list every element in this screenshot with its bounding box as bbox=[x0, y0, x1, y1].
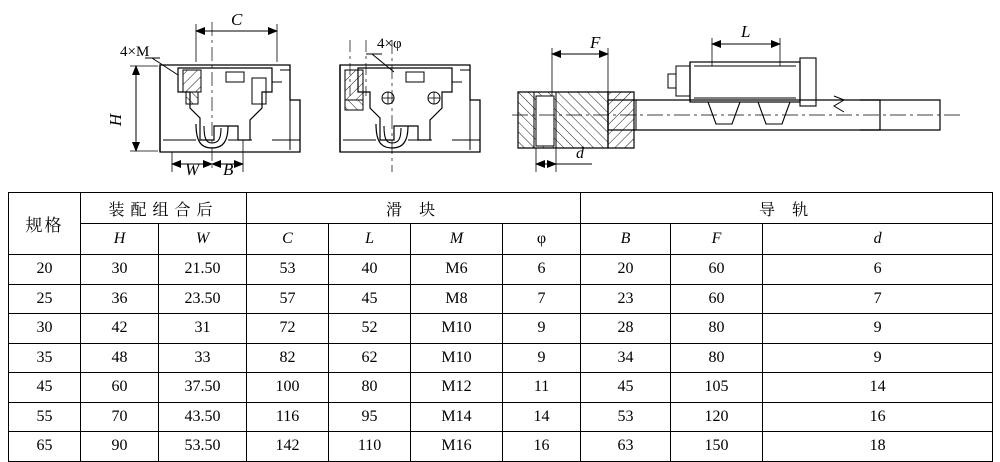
cell-phi: 6 bbox=[503, 255, 581, 285]
cell-F: 60 bbox=[671, 284, 763, 314]
label-d: d bbox=[576, 145, 584, 162]
cell-L: 110 bbox=[329, 432, 411, 462]
label-4xM: 4×M bbox=[120, 44, 150, 60]
cell-M: M10 bbox=[411, 314, 503, 344]
header-W: W bbox=[159, 224, 247, 255]
label-B: B bbox=[223, 160, 234, 179]
cell-spec: 30 bbox=[9, 314, 81, 344]
cell-F: 150 bbox=[671, 432, 763, 462]
cell-M: M12 bbox=[411, 373, 503, 403]
drawing-view-through-holes bbox=[340, 40, 480, 172]
cell-phi: 14 bbox=[503, 402, 581, 432]
cell-L: 40 bbox=[329, 255, 411, 285]
header-C: C bbox=[247, 224, 329, 255]
cell-d: 18 bbox=[763, 432, 993, 462]
header-group-assembled: 装配组合后 bbox=[81, 193, 247, 224]
drawing-view-front-section bbox=[130, 22, 300, 172]
cell-W: 43.50 bbox=[159, 402, 247, 432]
technical-drawings bbox=[0, 0, 1000, 186]
label-F: F bbox=[590, 33, 601, 52]
cell-L: 80 bbox=[329, 373, 411, 403]
cell-F: 105 bbox=[671, 373, 763, 403]
cell-H: 36 bbox=[81, 284, 159, 314]
header-B: B bbox=[581, 224, 671, 255]
table-header-group-row bbox=[9, 193, 993, 224]
table-row bbox=[9, 343, 993, 373]
cell-C: 53 bbox=[247, 255, 329, 285]
cell-spec: 35 bbox=[9, 343, 81, 373]
header-d: d bbox=[763, 224, 993, 255]
cell-phi: 9 bbox=[503, 314, 581, 344]
cell-H: 42 bbox=[81, 314, 159, 344]
cell-C: 82 bbox=[247, 343, 329, 373]
header-L: L bbox=[329, 224, 411, 255]
label-C: C bbox=[231, 10, 243, 29]
cell-F: 80 bbox=[671, 314, 763, 344]
specification-table bbox=[8, 192, 993, 462]
header-phi: φ bbox=[503, 224, 581, 255]
cell-B: 53 bbox=[581, 402, 671, 432]
cell-d: 9 bbox=[763, 314, 993, 344]
cell-C: 100 bbox=[247, 373, 329, 403]
cell-H: 70 bbox=[81, 402, 159, 432]
table-row bbox=[9, 373, 993, 403]
table-row bbox=[9, 255, 993, 285]
header-group-carriage: 滑 块 bbox=[247, 193, 581, 224]
cell-M: M14 bbox=[411, 402, 503, 432]
cell-d: 7 bbox=[763, 284, 993, 314]
specification-table-wrapper bbox=[8, 192, 992, 462]
cell-W: 53.50 bbox=[159, 432, 247, 462]
cell-W: 31 bbox=[159, 314, 247, 344]
cell-C: 72 bbox=[247, 314, 329, 344]
cell-spec: 55 bbox=[9, 402, 81, 432]
label-W: W bbox=[185, 160, 200, 179]
label-4xphi: 4×φ bbox=[377, 36, 402, 52]
header-F: F bbox=[671, 224, 763, 255]
cell-F: 80 bbox=[671, 343, 763, 373]
cell-phi: 11 bbox=[503, 373, 581, 403]
table-row bbox=[9, 402, 993, 432]
cell-d: 6 bbox=[763, 255, 993, 285]
table-row bbox=[9, 284, 993, 314]
cell-H: 60 bbox=[81, 373, 159, 403]
cell-M: M16 bbox=[411, 432, 503, 462]
cell-B: 63 bbox=[581, 432, 671, 462]
header-M: M bbox=[411, 224, 503, 255]
header-spec: 规格 bbox=[9, 193, 81, 255]
cell-spec: 20 bbox=[9, 255, 81, 285]
cell-H: 90 bbox=[81, 432, 159, 462]
table-row bbox=[9, 314, 993, 344]
cell-W: 33 bbox=[159, 343, 247, 373]
cell-M: M8 bbox=[411, 284, 503, 314]
cell-H: 48 bbox=[81, 343, 159, 373]
cell-W: 37.50 bbox=[159, 373, 247, 403]
cell-H: 30 bbox=[81, 255, 159, 285]
cell-phi: 7 bbox=[503, 284, 581, 314]
cell-L: 62 bbox=[329, 343, 411, 373]
cell-d: 9 bbox=[763, 343, 993, 373]
cell-L: 95 bbox=[329, 402, 411, 432]
label-H: H bbox=[106, 113, 125, 127]
cell-spec: 25 bbox=[9, 284, 81, 314]
table-head bbox=[9, 193, 993, 255]
cell-B: 20 bbox=[581, 255, 671, 285]
cell-spec: 65 bbox=[9, 432, 81, 462]
cell-B: 45 bbox=[581, 373, 671, 403]
cell-C: 142 bbox=[247, 432, 329, 462]
cell-phi: 9 bbox=[503, 343, 581, 373]
cell-C: 116 bbox=[247, 402, 329, 432]
cell-C: 57 bbox=[247, 284, 329, 314]
cell-F: 60 bbox=[671, 255, 763, 285]
cell-L: 45 bbox=[329, 284, 411, 314]
cell-W: 21.50 bbox=[159, 255, 247, 285]
cell-B: 34 bbox=[581, 343, 671, 373]
table-row bbox=[9, 432, 993, 462]
cell-d: 14 bbox=[763, 373, 993, 403]
table-body bbox=[9, 255, 993, 462]
cell-W: 23.50 bbox=[159, 284, 247, 314]
header-group-rail: 导 轨 bbox=[581, 193, 993, 224]
cell-M: M10 bbox=[411, 343, 503, 373]
table-header-sub-row bbox=[9, 224, 993, 255]
cell-L: 52 bbox=[329, 314, 411, 344]
cell-phi: 16 bbox=[503, 432, 581, 462]
cell-F: 120 bbox=[671, 402, 763, 432]
header-H: H bbox=[81, 224, 159, 255]
cell-M: M6 bbox=[411, 255, 503, 285]
label-L: L bbox=[741, 22, 751, 41]
cell-spec: 45 bbox=[9, 373, 81, 403]
cell-d: 16 bbox=[763, 402, 993, 432]
cell-B: 28 bbox=[581, 314, 671, 344]
cell-B: 23 bbox=[581, 284, 671, 314]
